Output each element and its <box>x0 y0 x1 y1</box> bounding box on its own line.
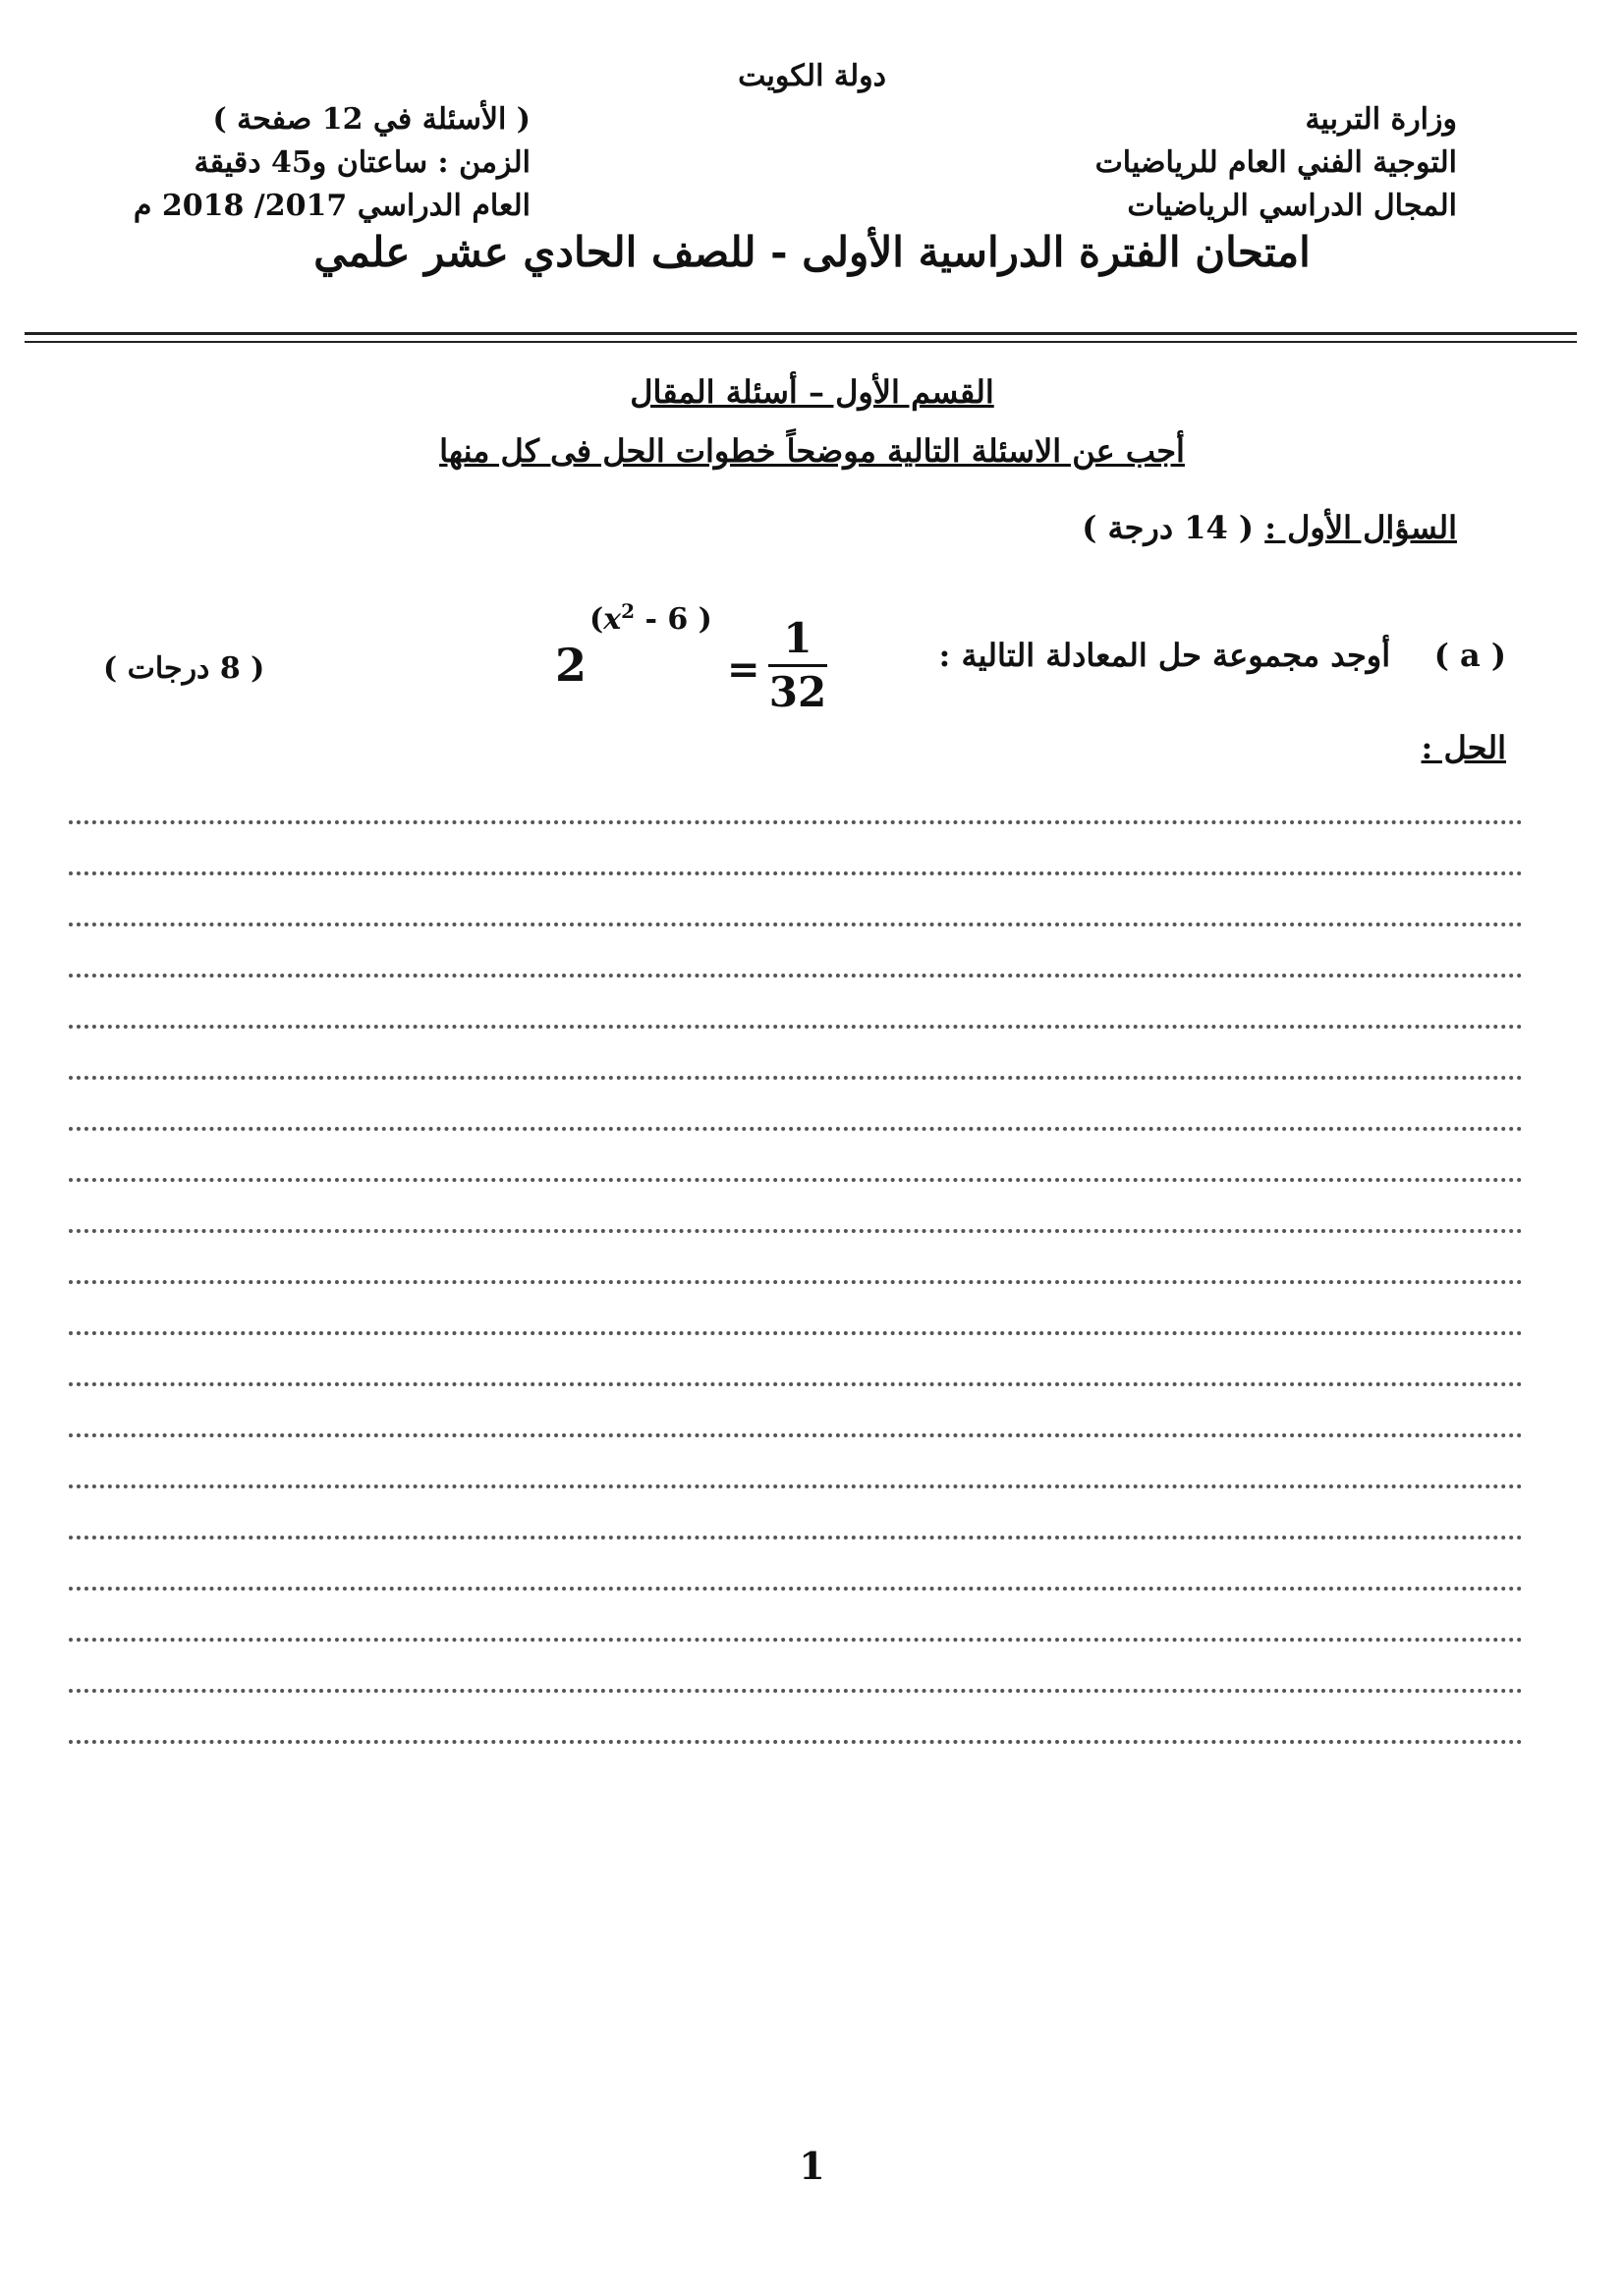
header-divider-thin <box>25 341 1577 343</box>
part-a-letter: ( a ) <box>1433 637 1506 674</box>
fraction-numerator: 1 <box>783 614 812 662</box>
answer-line[interactable] <box>69 1076 1523 1080</box>
equation <box>550 599 845 727</box>
exponent-open-paren: ( <box>589 602 604 637</box>
exam-title: امتحان الفترة الدراسية الأولى - للصف الحادي عشر علمي <box>313 228 1311 276</box>
exponent-power: 2 <box>621 599 636 623</box>
answer-line[interactable] <box>69 1484 1523 1488</box>
answer-line[interactable] <box>69 1433 1523 1437</box>
equation-fraction <box>768 613 827 718</box>
exponent-variable: x <box>603 602 622 637</box>
country-name: دولة الكويت <box>738 59 886 93</box>
answer-line[interactable] <box>69 1689 1523 1693</box>
field-name: المجال الدراسي الرياضيات <box>1127 189 1457 223</box>
school-year: العام الدراسي 2017/ 2018 م <box>133 189 531 223</box>
answer-line[interactable] <box>69 1229 1523 1233</box>
question-1-heading <box>1082 509 1457 546</box>
equation-base: 2 <box>555 639 588 692</box>
header-right-block <box>1095 98 1457 228</box>
question-1-label: السؤال الأول : <box>1264 509 1457 546</box>
answer-line[interactable] <box>69 1280 1523 1284</box>
part-a-marks: ( 8 درجات ) <box>103 651 265 686</box>
equation-exponent <box>589 599 712 637</box>
answer-lines[interactable] <box>69 820 1523 1791</box>
part-a-prompt <box>939 637 1506 674</box>
ministry-name: وزارة التربية <box>1305 102 1457 137</box>
page-number: 1 <box>799 2144 825 2188</box>
answer-line[interactable] <box>69 1638 1523 1642</box>
answer-line[interactable] <box>69 1178 1523 1182</box>
answer-line[interactable] <box>69 1025 1523 1029</box>
answer-line[interactable] <box>69 1127 1523 1131</box>
answer-line[interactable] <box>69 1740 1523 1744</box>
section-title: القسم الأول – أسئلة المقال <box>630 373 994 411</box>
header-divider-thick <box>25 332 1577 335</box>
solution-label: الحل : <box>1421 729 1506 766</box>
fraction-denominator: 32 <box>768 668 827 716</box>
answer-line[interactable] <box>69 871 1523 875</box>
part-a-text: أوجد مجموعة حل المعادلة التالية : <box>938 637 1391 674</box>
section-instruction: أجب عن الاسئلة التالية موضحاً خطوات الحل فى كل منها <box>439 432 1185 470</box>
answer-line[interactable] <box>69 923 1523 926</box>
exam-time: الزمن : ساعتان و45 دقيقة <box>194 145 531 180</box>
pages-note: ( الأسئلة في 12 صفحة ) <box>212 102 531 137</box>
answer-line[interactable] <box>69 1382 1523 1386</box>
answer-line[interactable] <box>69 974 1523 978</box>
header-left-block <box>79 98 531 228</box>
answer-line[interactable] <box>69 820 1523 824</box>
equation-equals: = <box>727 646 760 693</box>
answer-line[interactable] <box>69 1536 1523 1539</box>
answer-line[interactable] <box>69 1331 1523 1335</box>
answer-line[interactable] <box>69 1587 1523 1591</box>
question-1-marks: ( 14 درجة ) <box>1082 509 1255 546</box>
department-name: التوجية الفني العام للرياضيات <box>1094 145 1457 180</box>
exponent-rest: - 6 ) <box>635 602 712 637</box>
